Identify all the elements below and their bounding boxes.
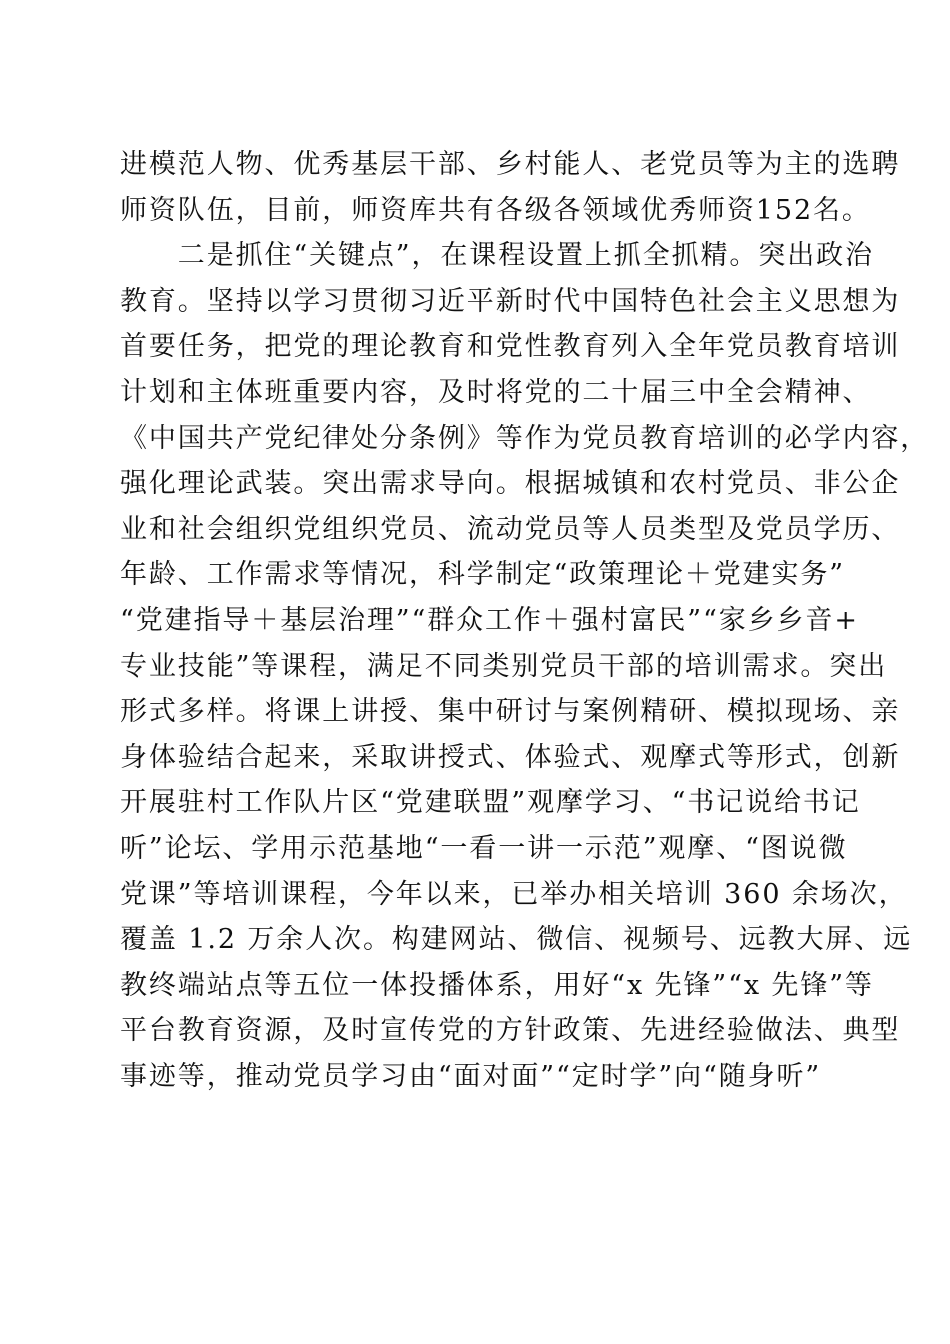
text-line-17: 党课”等培训课程，今年以来，已举办相关培训 360 余场次， — [120, 878, 908, 910]
text-line-9: 业和社会组织党组织党员、流动党员等人员类型及党员学历、 — [120, 513, 901, 545]
text-line-6: 计划和主体班重要内容，及时将党的二十届三中全会精神、 — [120, 376, 872, 408]
text-line-7: 《中国共产党纪律处分条例》等作为党员教育培训的必学内容， — [120, 422, 930, 454]
text-line-12: 专业技能”等课程，满足不同类别党员干部的培训需求。突出 — [120, 650, 888, 682]
text-line-15: 开展驻村工作队片区“党建联盟”观摩学习、“书记说给书记 — [120, 787, 861, 819]
text-line-19: 教终端站点等五位一体投播体系，用好“x 先锋”“x 先锋”等 — [120, 969, 874, 1001]
text-line-18: 覆盖 1.2 万余人次。构建网站、微信、视频号、远教大屏、远 — [120, 924, 913, 956]
text-line-10: 年龄、工作需求等情况，科学制定“政策理论＋党建实务” — [120, 559, 846, 591]
text-line-13: 形式多样。将课上讲授、集中研讨与案例精研、模拟现场、亲 — [120, 696, 901, 728]
text-line-2: 师资队伍，目前，师资库共有各级各领域优秀师资152名。 — [120, 194, 871, 226]
text-line-11: “党建指导＋基层治理”“群众工作＋强村富民”“家乡乡音+ — [120, 604, 859, 636]
text-line-20: 平台教育资源，及时宣传党的方针政策、先进经验做法、典型 — [120, 1015, 901, 1047]
text-line-3: 二是抓住“关键点”，在课程设置上抓全抓精。突出政治 — [120, 240, 874, 272]
text-line-8: 强化理论武装。突出需求导向。根据城镇和农村党员、非公企 — [120, 468, 901, 500]
body-text — [120, 142, 930, 1099]
text-line-14: 身体验结合起来，采取讲授式、体验式、观摩式等形式，创新 — [120, 741, 901, 773]
text-line-16: 听”论坛、学用示范基地“一看一讲一示范”观摩、“图说微 — [120, 832, 848, 864]
text-line-21: 事迹等，推动党员学习由“面对面”“定时学”向“随身听” — [120, 1060, 822, 1092]
text-line-4: 教育。坚持以学习贯彻习近平新时代中国特色社会主义思想为 — [120, 285, 901, 317]
text-line-1: 进模范人物、优秀基层干部、乡村能人、老党员等为主的选聘 — [120, 149, 901, 180]
text-line-5: 首要任务，把党的理论教育和党性教育列入全年党员教育培训 — [120, 331, 901, 363]
